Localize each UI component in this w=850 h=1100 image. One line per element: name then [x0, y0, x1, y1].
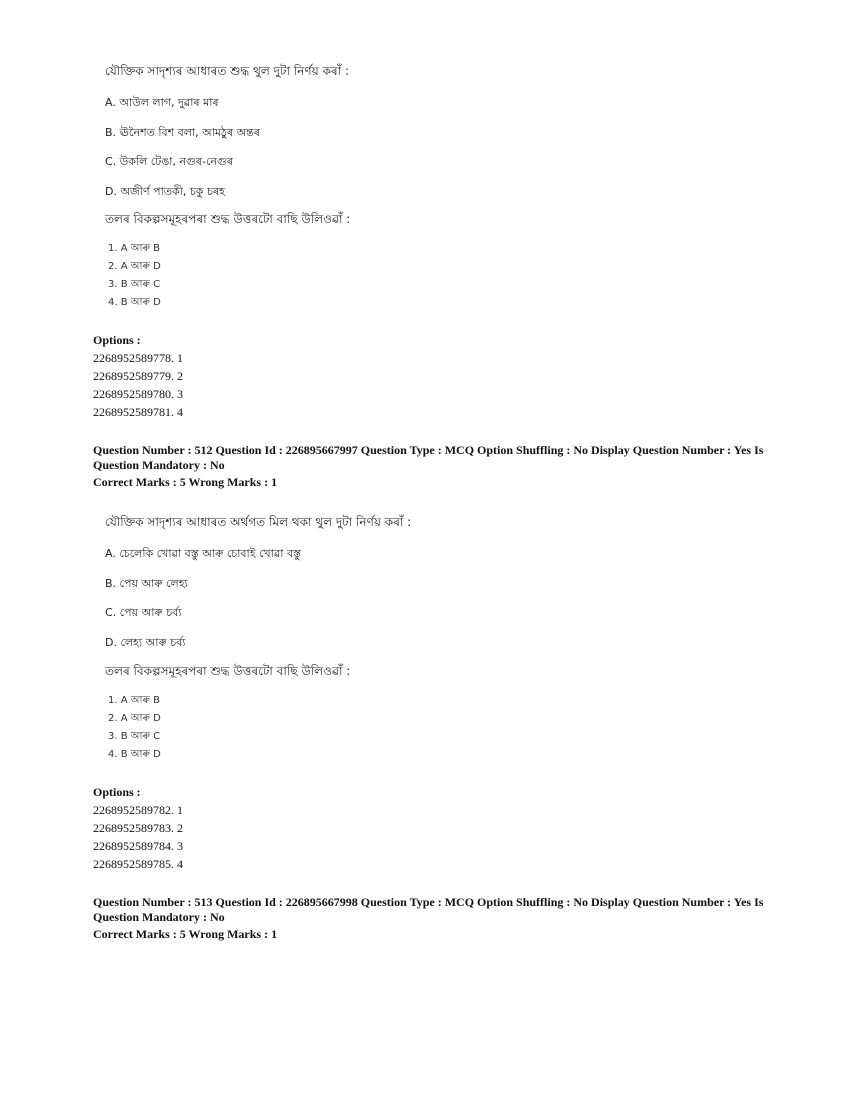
q511-stem: যৌক্তিক সাদৃশ্যৰ আধাৰত শুদ্ধ থুল দুটা নিৰ্ণয় কৰাঁ :: [105, 64, 349, 78]
q512-statement-a: A. চেলেকি খোৱা বস্তু আৰু চোবাই খোৱা বস্তু: [105, 547, 301, 560]
q513-meta-line2: Question Mandatory : No: [93, 910, 225, 924]
q513-meta: [93, 895, 773, 942]
q512-option-1: 2268952589782. 1: [93, 803, 183, 817]
q512-option-4: 2268952589785. 4: [93, 857, 183, 871]
q511-option-3: 2268952589780. 3: [93, 387, 183, 401]
q511-option-2: 2268952589779. 2: [93, 369, 183, 383]
q511-choice-1: 1. A আৰু B: [108, 243, 160, 254]
q511-choice-list: [108, 240, 161, 312]
q512-statement-b: B. পেয় আৰু লেহ্য: [105, 577, 188, 590]
q511-statement-d: D. অজীৰ্ণ পাতকী, চকু চৰহ: [105, 185, 225, 198]
q512-statement-d: D. লেহ্য আৰু চৰ্ব্য: [105, 636, 186, 649]
q511-options-label: Options :: [93, 333, 141, 347]
q512-choice-3: 3. B আৰু C: [108, 731, 161, 742]
q512-intro: তলৰ বিকল্পসমূহৰপৰা শুদ্ধ উত্তৰটো বাছি উলিওৱাঁ :: [105, 664, 351, 678]
q513-meta-line3: Correct Marks : 5 Wrong Marks : 1: [93, 927, 278, 941]
q512-statement-c: C. পেয় আৰু চৰ্ব্য: [105, 606, 182, 619]
q511-choice-2: 2. A আৰু D: [108, 261, 161, 272]
q511-intro: তলৰ বিকল্পসমূহৰপৰা শুদ্ধ উত্তৰটো বাছি উলিওৱাঁ :: [105, 212, 351, 226]
q512-choice-list: [108, 692, 161, 764]
q512-meta: [93, 443, 773, 490]
q513-meta-line1: Question Number : 513 Question Id : 226895667998 Question Type : MCQ Option Shuffling : No Display Question Number : Yes Is: [93, 895, 764, 909]
q512-options-list: [93, 801, 183, 873]
q511-choice-3: 3. B আৰু C: [108, 279, 161, 290]
q512-choice-1: 1. A আৰু B: [108, 695, 160, 706]
q512-meta-line3: Correct Marks : 5 Wrong Marks : 1: [93, 475, 278, 489]
q511-statement-a: A. আউল লাগ, দুৱাৰ মাৰ: [105, 96, 219, 109]
q512-meta-line1: Question Number : 512 Question Id : 226895667997 Question Type : MCQ Option Shuffling : No Display Question Number : Yes Is: [93, 443, 764, 457]
q511-choice-4: 4. B আৰু D: [108, 297, 161, 308]
q512-choice-4: 4. B আৰু D: [108, 749, 161, 760]
q511-option-4: 2268952589781. 4: [93, 405, 183, 419]
q511-options-list: [93, 349, 183, 421]
q512-meta-line2: Question Mandatory : No: [93, 458, 225, 472]
q512-options-label: Options :: [93, 785, 141, 799]
q512-option-2: 2268952589783. 2: [93, 821, 183, 835]
q512-option-3: 2268952589784. 3: [93, 839, 183, 853]
q511-statement-b: B. ঊনৈশত বিশ বলা, আমঠুৰ অন্তৰ: [105, 126, 260, 139]
q511-statement-c: C. উকলি টেঙা, নগুৰ-নেগুৰ: [105, 155, 233, 168]
q511-option-1: 2268952589778. 1: [93, 351, 183, 365]
q512-choice-2: 2. A আৰু D: [108, 713, 161, 724]
q512-stem: যৌক্তিক সাদৃশ্যৰ আধাৰত অৰ্থগত মিল থকা থুল দুটা নিৰ্ণয় কৰাঁ :: [105, 515, 412, 529]
